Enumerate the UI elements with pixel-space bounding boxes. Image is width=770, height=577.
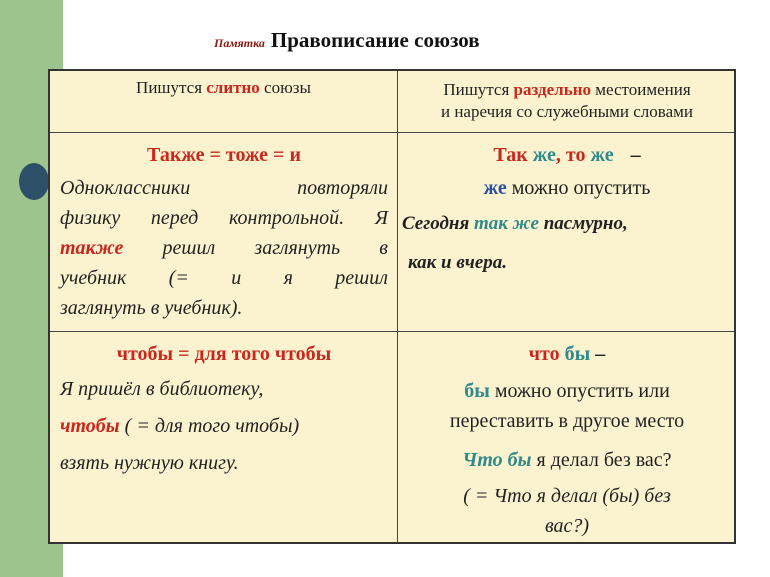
header-right-key: раздельно (513, 80, 591, 99)
example-line: чтобы ( = для того чтобы) (60, 415, 300, 437)
example-line: ( = Что я делал (бы) без (463, 485, 671, 507)
header-right-pre: Пишутся (443, 80, 514, 99)
column-divider (397, 71, 398, 542)
row-divider-middle (50, 331, 734, 332)
rule-heading-tak-zhe: Так же, то же – (493, 144, 641, 166)
header-left-key: слитно (206, 78, 260, 97)
main-title: Правописание союзов (270, 28, 480, 52)
example-line: также решил заглянуть в (60, 237, 388, 259)
row2-right-cell (400, 339, 734, 541)
row1-left-cell (60, 140, 388, 323)
page-title (214, 28, 480, 53)
row2-left-cell (60, 339, 388, 478)
example-line: физику перед контрольной. Я (60, 207, 388, 229)
memo-label: Памятка (214, 36, 265, 50)
rules-table (48, 69, 736, 544)
header-right-line2: и наречия со служебными словами (440, 102, 693, 121)
example-line: взять нужную книгу. (60, 452, 239, 474)
example-line: вас?) (544, 515, 590, 537)
example-line: как и вчера. (408, 252, 507, 273)
example-line: Сегодня так же пасмурно, (402, 213, 628, 234)
highlight-word: также (60, 237, 124, 259)
rule-note: бы можно опустить или (464, 380, 670, 402)
header-left-post: союзы (259, 78, 311, 97)
bullet-decoration (19, 163, 49, 200)
example-line: учебник (= и я решил (60, 267, 388, 289)
row-divider-header (50, 132, 734, 133)
rule-heading-takzhe: Также = тоже = и (147, 144, 301, 166)
header-right (398, 79, 736, 123)
header-right-post: местоимения (591, 80, 691, 99)
rule-heading-chtoby: чтобы = для того чтобы (116, 343, 332, 365)
header-left-pre: Пишутся (136, 78, 207, 97)
row1-right-cell (400, 140, 734, 278)
example-line: Одноклассники повторяли (60, 177, 388, 199)
rule-note: переставить в другое место (449, 410, 685, 432)
example-line: Я пришёл в библиотеку, (60, 378, 264, 400)
example-line: заглянуть в учебник). (60, 297, 243, 319)
rule-note: же можно опустить (483, 177, 651, 199)
rule-heading-chto-by: что бы – (528, 343, 606, 365)
header-left (50, 77, 397, 99)
example-line: Что бы я делал без вас? (462, 449, 672, 471)
